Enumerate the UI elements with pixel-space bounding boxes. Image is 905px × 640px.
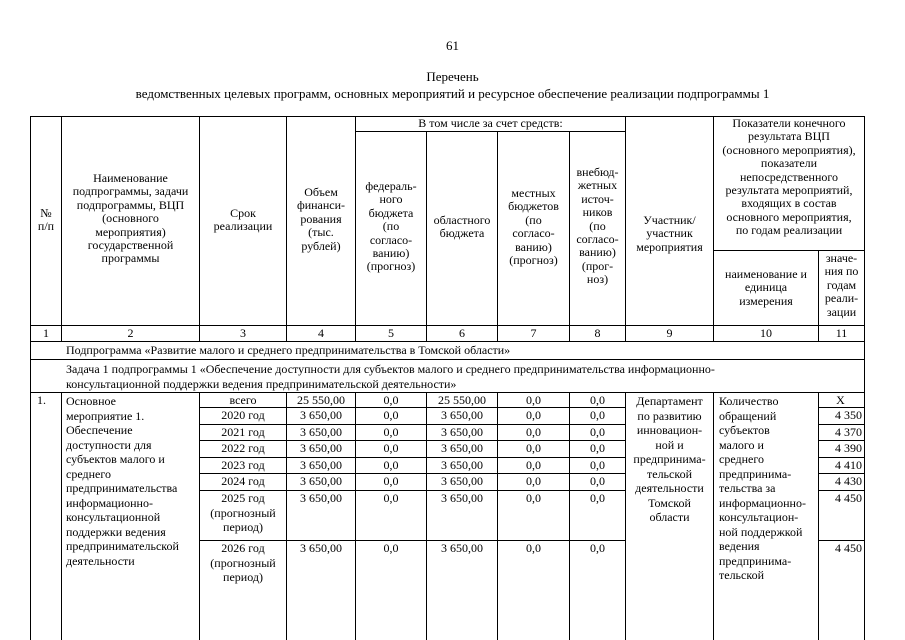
colnum-10: 10	[760, 326, 772, 340]
header-indicator-values: значе- ния по годам реали- зации	[824, 251, 859, 319]
task-row: Задача 1 подпрограммы 1 «Обеспечение доступности для субъектов малого и среднего предпринимательства информационно- консультационной поддержки ведения предпринимательской деятельности»	[66, 362, 715, 391]
cell-federal: 0,0	[383, 458, 399, 472]
cell-regional: 3 650,00	[441, 441, 483, 455]
header-extrabudget: внебюд- жетных источ- ников (по согласо- ванию) (прог- ноз)	[576, 165, 619, 287]
header-local: местных бюджетов (по согласо- ванию) (прогноз)	[508, 186, 559, 268]
item-participant: Департамент по развитию инновацион- ной и предпринима- тельской деятельности Томской области	[633, 394, 706, 524]
cell-indicator-value: 4 350	[835, 408, 862, 422]
header-sources-group: В том числе за счет средств:	[418, 116, 563, 130]
cell-regional: 3 650,00	[441, 458, 483, 472]
cell-regional: 25 550,00	[438, 393, 486, 407]
cell-federal: 0,0	[383, 393, 399, 407]
cell-local: 0,0	[526, 491, 541, 505]
cell-total: 3 650,00	[300, 491, 342, 505]
table-border-right	[864, 116, 865, 640]
cell-regional: 3 650,00	[441, 408, 483, 422]
cell-total: 3 650,00	[300, 458, 342, 472]
page-subtitle: ведомственных целевых программ, основных мероприятий и ресурсное обеспечение реализации подпрограммы 1	[135, 86, 770, 101]
cell-period: всего	[229, 393, 257, 407]
cell-extrabudget: 0,0	[590, 425, 605, 439]
sources-group-divider	[355, 131, 625, 132]
cell-total: 3 650,00	[300, 541, 342, 555]
item-indicator: Количество обращений субъектов малого и среднего предпринима- тельства за информационно- консультацион- ной поддержкой ведения предпринима- тельской	[719, 394, 806, 582]
cell-period: 2020 год	[221, 408, 265, 422]
cell-period: 2022 год	[221, 441, 265, 455]
cell-total: 3 650,00	[300, 474, 342, 488]
colnum-4: 4	[318, 326, 324, 340]
cell-regional: 3 650,00	[441, 491, 483, 505]
table-border-left	[30, 116, 31, 640]
cell-federal: 0,0	[383, 474, 399, 488]
colnum-2: 2	[127, 326, 134, 340]
cell-local: 0,0	[526, 541, 541, 555]
colnum-11: 11	[835, 326, 848, 340]
cell-federal: 0,0	[383, 408, 399, 422]
cell-regional: 3 650,00	[441, 425, 483, 439]
cell-total: 25 550,00	[297, 393, 345, 407]
cell-indicator-value: 4 450	[835, 541, 862, 555]
cell-period: 2024 год	[221, 474, 265, 488]
cell-period: 2023 год	[221, 458, 265, 472]
cell-indicator-value: 4 430	[835, 474, 862, 488]
cell-local: 0,0	[526, 393, 541, 407]
subprogram-row: Подпрограмма «Развитие малого и среднего предпринимательства в Томской области»	[66, 343, 511, 357]
cell-indicator-value: Х	[836, 393, 845, 407]
cell-extrabudget: 0,0	[590, 408, 605, 422]
cell-extrabudget: 0,0	[590, 541, 605, 555]
header-indicators-group: Показатели конечного результата ВЦП (основного мероприятия), показатели непосредственного результата мероприятий, входящих в состав основного мероприятия, по годам реализации	[722, 116, 856, 238]
header-term: Срок реализации	[213, 206, 273, 234]
colnum-9: 9	[666, 326, 673, 340]
cell-total: 3 650,00	[300, 425, 342, 439]
page-title: Перечень	[426, 69, 479, 84]
header-participant: Участник/ участник мероприятия	[636, 213, 703, 254]
cell-extrabudget: 0,0	[590, 393, 605, 407]
cell-regional: 3 650,00	[441, 541, 483, 555]
colnum-8: 8	[594, 326, 601, 340]
header-number: № п/п	[37, 206, 55, 234]
cell-local: 0,0	[526, 474, 541, 488]
header-volume: Объем финанси- рования (тыс. рублей)	[296, 185, 346, 253]
header-indicator-name: наименование и единица измерения	[725, 267, 807, 308]
cell-indicator-value: 4 390	[835, 441, 862, 455]
cell-extrabudget: 0,0	[590, 474, 605, 488]
cell-federal: 0,0	[383, 541, 399, 555]
colnum-bottom-line	[30, 341, 864, 342]
data-divider-1	[61, 392, 62, 640]
cell-federal: 0,0	[383, 441, 399, 455]
cell-period: 2025 год (прогнозный период)	[210, 491, 276, 534]
colnum-3: 3	[240, 326, 246, 340]
cell-local: 0,0	[526, 425, 541, 439]
cell-federal: 0,0	[383, 425, 399, 439]
cell-regional: 3 650,00	[441, 474, 483, 488]
colnum-6: 6	[459, 326, 465, 340]
header-federal: федераль- ного бюджета (по согласо- ванию) (прогноз)	[365, 179, 417, 274]
cell-extrabudget: 0,0	[590, 491, 605, 505]
page-number: 61	[446, 38, 459, 53]
colnum-1: 1	[43, 326, 49, 340]
colnum-5: 5	[388, 326, 394, 340]
cell-indicator-value: 4 410	[835, 458, 862, 472]
item-name: Основное мероприятие 1. Обеспечение доступности для субъектов малого и среднего предпринимательства информационно- консультационной поддержки ведения предпринимательской деятельности	[66, 394, 179, 568]
cell-extrabudget: 0,0	[590, 458, 605, 472]
subprogram-bottom-line	[30, 359, 864, 360]
cell-period: 2026 год (прогнозный период)	[210, 541, 276, 584]
cell-local: 0,0	[526, 441, 541, 455]
header-regional: областного бюджета	[433, 213, 491, 241]
colnum-7: 7	[530, 326, 537, 340]
item-number: 1.	[37, 393, 46, 407]
data-divider-9	[713, 392, 714, 640]
cell-indicator-value: 4 370	[835, 425, 862, 439]
cell-local: 0,0	[526, 458, 541, 472]
cell-total: 3 650,00	[300, 408, 342, 422]
header-name: Наименование подпрограммы, задачи подпрограммы, ВЦП (основного мероприятия) государственной программы	[72, 171, 189, 266]
cell-total: 3 650,00	[300, 441, 342, 455]
cell-period: 2021 год	[221, 425, 265, 439]
cell-local: 0,0	[526, 408, 541, 422]
cell-indicator-value: 4 450	[835, 491, 862, 505]
cell-federal: 0,0	[383, 491, 399, 505]
cell-extrabudget: 0,0	[590, 441, 605, 455]
